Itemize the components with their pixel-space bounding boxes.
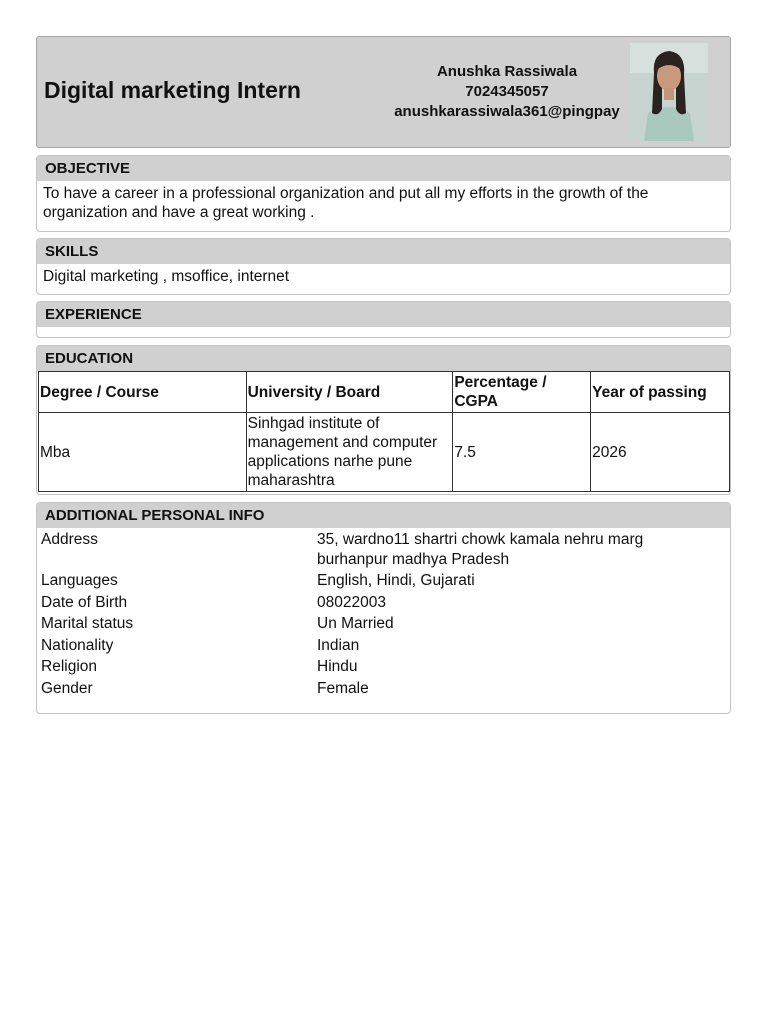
job-title: Digital marketing Intern xyxy=(44,77,301,103)
personal-info-heading: ADDITIONAL PERSONAL INFO xyxy=(37,503,730,528)
info-value: Indian xyxy=(317,636,360,654)
education-table xyxy=(38,371,730,492)
info-row-dob xyxy=(37,591,730,613)
info-value: Female xyxy=(317,679,369,697)
info-value: Hindu xyxy=(317,658,358,675)
column-header: Percentage / CGPA xyxy=(453,372,591,413)
year-cell: 2026 xyxy=(591,413,730,492)
experience-heading: EXPERIENCE xyxy=(37,302,730,327)
info-value: Un Married xyxy=(317,615,394,632)
contact-block xyxy=(377,62,637,122)
info-row-marital xyxy=(37,612,730,634)
percentage-cell: 7.5 xyxy=(453,413,591,492)
info-label: Date of Birth xyxy=(41,593,128,611)
table-header-row xyxy=(39,372,730,413)
personal-info-section xyxy=(36,502,731,714)
column-header: Year of passing xyxy=(591,372,730,413)
profile-photo xyxy=(630,43,708,141)
info-label: Marital status xyxy=(41,615,134,632)
education-heading: EDUCATION xyxy=(37,346,730,371)
phone-number: 7024345057 xyxy=(465,83,549,100)
info-label: Address xyxy=(41,531,98,548)
skills-section xyxy=(36,238,731,295)
table-row xyxy=(39,413,730,492)
column-header: Degree / Course xyxy=(39,372,247,413)
info-value: English, Hindi, Gujarati xyxy=(317,572,475,589)
info-label: Nationality xyxy=(41,636,114,654)
info-row-languages xyxy=(37,569,730,591)
info-row-religion xyxy=(37,655,730,677)
info-value: 08022003 xyxy=(317,593,386,611)
degree-cell: Mba xyxy=(39,413,247,492)
info-label: Religion xyxy=(41,658,98,675)
university-cell: Sinhgad institute of management and computer applications narhe pune maharashtra xyxy=(246,413,453,492)
education-section xyxy=(36,345,731,495)
resume-header xyxy=(36,36,731,148)
candidate-name: Anushka Rassiwala xyxy=(436,63,578,80)
experience-section xyxy=(36,301,731,338)
info-value: 35, wardno11 shartri chowk kamala nehru marg burhanpur madhya Pradesh xyxy=(317,531,644,568)
info-label: Gender xyxy=(41,679,93,697)
skills-text: Digital marketing , msoffice, internet xyxy=(43,268,290,285)
objective-section xyxy=(36,155,731,232)
info-row-nationality xyxy=(37,634,730,656)
column-header: University / Board xyxy=(246,372,453,413)
objective-text: To have a career in a professional organization and put all my efforts in the growth of the organization and have a great working . xyxy=(43,185,649,221)
info-row-address xyxy=(37,528,730,569)
email-address: anushkarassiwala361@pingpay xyxy=(394,103,620,120)
info-row-gender xyxy=(37,677,730,699)
objective-heading: OBJECTIVE xyxy=(37,156,730,181)
info-label: Languages xyxy=(41,572,118,589)
skills-heading: SKILLS xyxy=(37,239,730,264)
